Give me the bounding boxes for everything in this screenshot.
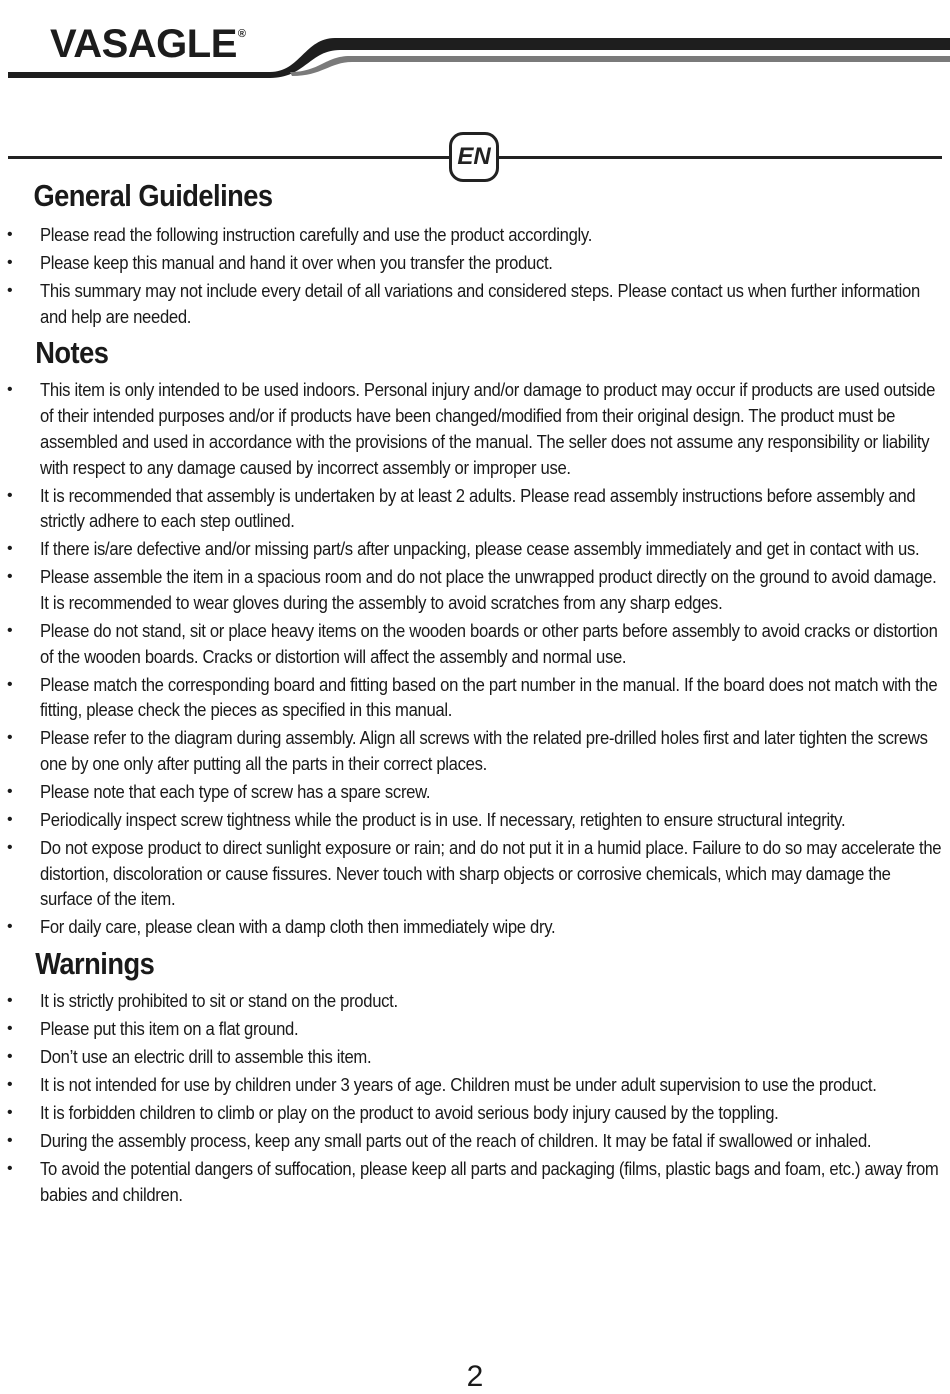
- list-item: • For daily care, please clean with a damp cloth then immediately wipe dry.: [0, 914, 950, 940]
- bullet-icon: •: [7, 839, 13, 857]
- list-item: • Please assemble the item in a spacious room and do not place the unwrapped product directly on the ground to avoid damage. It is recommended to wear gloves during the assembly to avoid scratches from any sharp edges.: [7, 566, 937, 613]
- language-badge: EN: [449, 132, 499, 182]
- bullet-icon: •: [7, 783, 13, 801]
- list-item: • To avoid the potential dangers of suffocation, please keep all parts and packaging (films, plastic bags and foam, etc.) away from babies and children.: [7, 1158, 939, 1205]
- bullet-icon: •: [7, 992, 13, 1010]
- bullet-icon: •: [7, 381, 13, 399]
- warnings-list: [0, 988, 950, 1207]
- bullet-icon: •: [7, 254, 13, 271]
- brand-logo: [50, 22, 246, 67]
- list-item: • Please put this item on a flat ground.: [0, 1016, 950, 1042]
- bullet-icon: •: [7, 1104, 13, 1122]
- list-item: • Don’t use an electric drill to assemble this item.: [0, 1044, 950, 1070]
- list-item: • Please read the following instruction carefully and use the product accordingly.: [0, 222, 950, 248]
- bullet-icon: •: [7, 1076, 13, 1094]
- section-title-warnings: Warnings: [35, 946, 155, 982]
- bullet-icon: •: [7, 486, 13, 504]
- registered-mark: ®: [237, 28, 246, 40]
- list-item: • Please match the corresponding board and fitting based on the part number in the manual. If the board does not match with the fitting, please check the pieces as specified in this manual.: [7, 673, 938, 721]
- bullet-icon: •: [7, 282, 13, 299]
- bullet-icon: •: [7, 729, 13, 747]
- list-item: • It is not intended for use by children under 3 years of age. Children must be under adult supervision to use the product.: [0, 1072, 950, 1098]
- page-number: 2: [466, 1360, 484, 1393]
- list-item: • It is forbidden children to climb or play on the product to avoid serious body injury caused by the toppling.: [0, 1100, 950, 1126]
- list-item: • Please note that each type of screw has a spare screw.: [0, 779, 950, 805]
- bullet-icon: •: [7, 1132, 13, 1150]
- bullet-icon: •: [7, 918, 13, 936]
- list-item: • Periodically inspect screw tightness while the product is in use. If necessary, retighten to ensure structural integrity.: [0, 807, 950, 833]
- bullet-icon: •: [7, 1020, 13, 1038]
- list-item: • If there is/are defective and/or missing part/s after unpacking, please cease assembly immediately and get in contact with us.: [0, 536, 950, 562]
- bullet-icon: •: [7, 1048, 13, 1066]
- section-title-general: General Guidelines: [33, 178, 273, 213]
- bullet-icon: •: [7, 568, 13, 586]
- general-list: [0, 222, 950, 329]
- bullet-icon: •: [7, 540, 13, 558]
- bullet-icon: •: [7, 621, 13, 639]
- list-item: • Please do not stand, sit or place heavy items on the wooden boards or other parts before assembly to avoid cracks or distortion of the wooden boards. Cracks or distortion will affect the assembly and normal use.: [7, 619, 938, 667]
- guidelines-content: [0, 178, 950, 1210]
- list-item: • During the assembly process, keep any small parts out of the reach of children. It may be fatal if swallowed or inhaled.: [0, 1128, 950, 1154]
- list-item: • Please refer to the diagram during assembly. Align all screws with the related pre-drilled holes first and later tighten the screws one by one only after putting all the parts in their correct places.: [7, 727, 928, 775]
- list-item: • It is recommended that assembly is undertaken by at least 2 adults. Please read assembly instructions before assembly and strictly adhere to each step outlined.: [7, 484, 916, 532]
- bullet-icon: •: [7, 1160, 13, 1178]
- brand-name: VASAGLE: [50, 22, 237, 66]
- list-item: • This item is only intended to be used indoors. Personal injury and/or damage to product may occur if products are used outside of their intended purposes and/or if products have been changed/modified from their original design. The product must be assembled and used in accordance with the provisions of the manual. The seller does not assume any responsibility or liability with respect to any damage caused by incorrect assembly or improper use.: [7, 379, 936, 478]
- list-item: • It is strictly prohibited to sit or stand on the product.: [0, 988, 950, 1014]
- list-item: • Please keep this manual and hand it over when you transfer the product.: [0, 250, 950, 276]
- notes-list: [0, 377, 950, 940]
- list-item: • This summary may not include every detail of all variations and considered steps. Please contact us when further information and help are needed.: [7, 280, 920, 327]
- bullet-icon: •: [7, 811, 13, 829]
- bullet-icon: •: [7, 226, 13, 243]
- section-title-notes: Notes: [35, 335, 109, 371]
- list-item: • Do not expose product to direct sunlight exposure or rain; and do not put it in a humid place. Failure to do so may accelerate the distortion, discoloration or cause fissures. Never touch with sharp objects or corrosive chemicals, which may damage the surface of the item.: [7, 837, 942, 910]
- bullet-icon: •: [7, 675, 13, 693]
